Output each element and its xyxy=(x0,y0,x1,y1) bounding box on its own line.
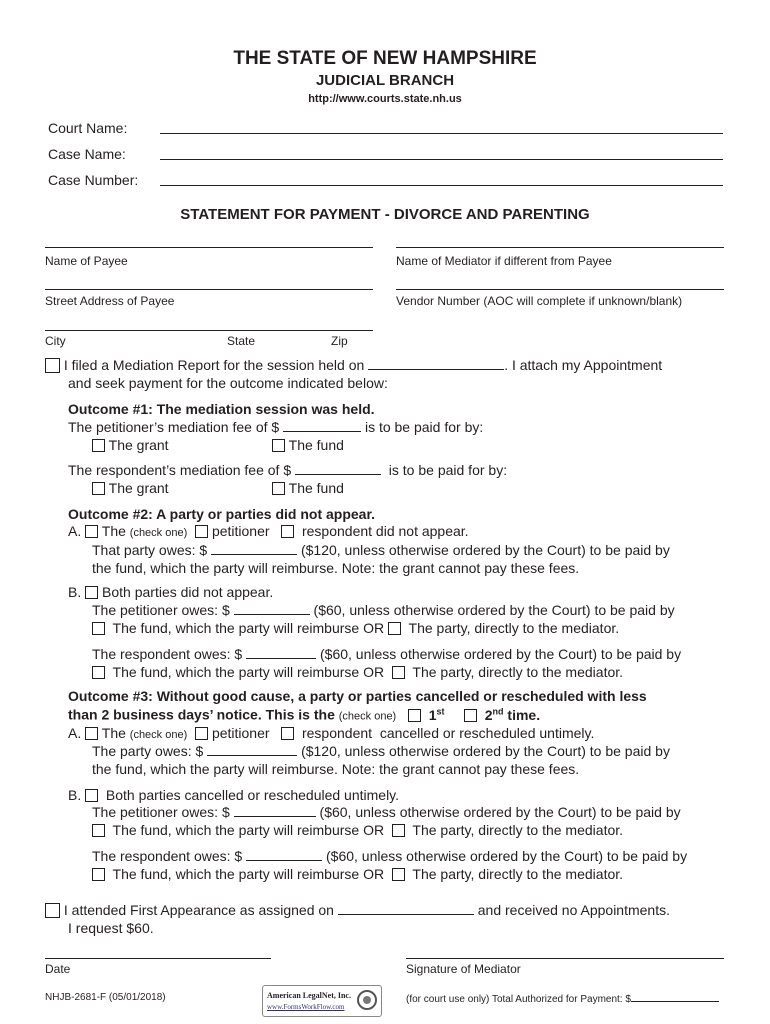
o2-b-resp-fund-checkbox[interactable] xyxy=(92,666,105,679)
o2-a-amount-field[interactable] xyxy=(211,542,297,555)
o2-b-pet-party-checkbox[interactable] xyxy=(388,622,401,635)
state-label: State xyxy=(227,334,256,348)
mediator-name-label: Name of Mediator if different from Payee xyxy=(396,254,612,268)
o2-a-checkbox[interactable] xyxy=(85,525,98,538)
outcome2-b-resp-owes: The respondent owes: $ ($60, unless otherwise ordered by the Court) to be paid by xyxy=(92,646,682,662)
o2-b-resp-party-checkbox[interactable] xyxy=(392,666,405,679)
respondent-fee-field[interactable] xyxy=(295,462,381,475)
outcome3-b-pet-owes: The petitioner owes: $ ($60, unless otherwise ordered by the Court) to be paid by xyxy=(92,804,681,820)
resp-grant-checkbox[interactable] xyxy=(92,482,105,495)
form-id: NHJB-2681-F (05/01/2018) xyxy=(45,992,166,1003)
state-title: THE STATE OF NEW HAMPSHIRE xyxy=(233,48,537,69)
case-name-field[interactable] xyxy=(160,159,723,160)
mediation-report-row: I filed a Mediation Report for the session held on . I attach my Appointment xyxy=(45,357,662,373)
street-address-field[interactable] xyxy=(45,289,373,290)
court-name-label: Court Name: xyxy=(48,120,128,136)
first-appearance-checkbox[interactable] xyxy=(45,903,60,918)
signature-field[interactable] xyxy=(406,958,724,959)
outcome1-pet-grant: The grant xyxy=(92,437,169,453)
publisher-logo xyxy=(262,985,382,1017)
vendor-number-label: Vendor Number (AOC will complete if unknown/blank) xyxy=(396,294,683,308)
outcome1-pet-fund: The fund xyxy=(272,437,344,453)
o3-b-pet-fund-checkbox[interactable] xyxy=(92,824,105,837)
seal-icon xyxy=(357,990,377,1010)
o2-b-pet-amount-field[interactable] xyxy=(234,602,310,615)
o2-b-pet-fund-checkbox[interactable] xyxy=(92,622,105,635)
outcome1-respondent-row: The respondent’s mediation fee of $ is to be paid for by: xyxy=(68,462,508,478)
first-appearance-request: I request $60. xyxy=(68,920,154,936)
o3-b-resp-amount-field[interactable] xyxy=(246,848,322,861)
case-name-label: Case Name: xyxy=(48,146,126,162)
courts-url[interactable]: http://www.courts.state.nh.us xyxy=(308,93,462,105)
payee-name-label: Name of Payee xyxy=(45,254,128,268)
branch-title: JUDICIAL BRANCH xyxy=(315,72,455,89)
o3-first-checkbox[interactable] xyxy=(408,709,421,722)
vendor-number-field[interactable] xyxy=(396,289,724,290)
pet-grant-checkbox[interactable] xyxy=(92,439,105,452)
case-number-label: Case Number: xyxy=(48,172,139,188)
court-use-row: (for court use only) Total Authorized for Payment: $ xyxy=(406,992,719,1005)
mediation-report-line2: and seek payment for the outcome indicated below: xyxy=(68,375,388,391)
o3-petitioner-checkbox[interactable] xyxy=(195,727,208,740)
outcome2-a-note: the fund, which the party will reimburse. Note: the grant cannot pay these fees. xyxy=(92,560,580,576)
o3-b-resp-fund-checkbox[interactable] xyxy=(92,868,105,881)
petitioner-fee-field[interactable] xyxy=(283,419,361,432)
city-label: City xyxy=(45,334,66,348)
city-state-zip-field[interactable] xyxy=(45,330,373,331)
o2-respondent-checkbox[interactable] xyxy=(281,525,294,538)
outcome3-a-owes: The party owes: $ ($120, unless otherwise ordered by the Court) to be paid by xyxy=(92,743,670,759)
case-number-field[interactable] xyxy=(160,185,723,186)
o3-b-pet-party-checkbox[interactable] xyxy=(392,824,405,837)
date-field[interactable] xyxy=(45,958,271,959)
outcome3-b-row: B. Both parties cancelled or rescheduled untimely. xyxy=(68,787,400,803)
outcome2-b-resp-pay: The fund, which the party will reimburse OR The party, directly to the mediator. xyxy=(92,664,623,680)
publisher-url[interactable]: www.FormsWorkFlow.com xyxy=(267,1003,345,1011)
outcome2-b-row: B. Both parties did not appear. xyxy=(68,584,274,600)
total-authorized-field[interactable] xyxy=(631,992,719,1002)
outcome3-heading2: than 2 business days’ notice. This is the (check one) 1st 2nd time. xyxy=(68,706,541,723)
outcome2-heading: Outcome #2: A party or parties did not appear. xyxy=(68,506,376,522)
date-label: Date xyxy=(45,962,71,976)
resp-fund-checkbox[interactable] xyxy=(272,482,285,495)
publisher-name: American LegalNet, Inc. xyxy=(267,991,351,1000)
payee-name-field[interactable] xyxy=(45,247,373,248)
o3-a-amount-field[interactable] xyxy=(207,743,297,756)
o2-petitioner-checkbox[interactable] xyxy=(195,525,208,538)
street-address-label: Street Address of Payee xyxy=(45,294,175,308)
outcome1-petitioner-row: The petitioner’s mediation fee of $ is to be paid for by: xyxy=(68,419,484,435)
o3-b-checkbox[interactable] xyxy=(85,789,98,802)
outcome1-heading: Outcome #1: The mediation session was held. xyxy=(68,401,375,417)
session-date-field[interactable] xyxy=(368,357,504,370)
mediation-report-checkbox[interactable] xyxy=(45,358,60,373)
outcome2-a-row: A. The (check one) petitioner respondent did not appear. xyxy=(68,523,469,539)
outcome2-a-owes: That party owes: $ ($120, unless otherwise ordered by the Court) to be paid by xyxy=(92,542,670,558)
outcome2-b-pet-owes: The petitioner owes: $ ($60, unless otherwise ordered by the Court) to be paid by xyxy=(92,602,675,618)
outcome1-resp-grant: The grant xyxy=(92,480,169,496)
o3-respondent-checkbox[interactable] xyxy=(281,727,294,740)
outcome3-b-resp-owes: The respondent owes: $ ($60, unless otherwise ordered by the Court) to be paid by xyxy=(92,848,688,864)
zip-label: Zip xyxy=(331,334,348,348)
outcome2-b-pet-pay: The fund, which the party will reimburse OR The party, directly to the mediator. xyxy=(92,620,619,636)
o3-b-pet-amount-field[interactable] xyxy=(234,804,316,817)
first-appearance-date-field[interactable] xyxy=(338,902,474,915)
o3-second-checkbox[interactable] xyxy=(464,709,477,722)
o2-b-resp-amount-field[interactable] xyxy=(246,646,316,659)
first-appearance-row: I attended First Appearance as assigned on and received no Appointments. xyxy=(45,902,670,918)
outcome3-heading: Outcome #3: Without good cause, a party or parties cancelled or rescheduled with less xyxy=(68,688,647,704)
outcome3-b-resp-pay: The fund, which the party will reimburse OR The party, directly to the mediator. xyxy=(92,866,623,882)
outcome3-a-row: A. The (check one) petitioner respondent cancelled or rescheduled untimely. xyxy=(68,725,595,741)
outcome3-a-note: the fund, which the party will reimburse. Note: the grant cannot pay these fees. xyxy=(92,761,580,777)
pet-fund-checkbox[interactable] xyxy=(272,439,285,452)
signature-label: Signature of Mediator xyxy=(406,962,521,976)
outcome1-resp-fund: The fund xyxy=(272,480,344,496)
o2-b-checkbox[interactable] xyxy=(85,586,98,599)
form-title: STATEMENT FOR PAYMENT - DIVORCE AND PARENTING xyxy=(180,206,590,223)
mediator-name-field[interactable] xyxy=(396,247,724,248)
outcome3-b-pet-pay: The fund, which the party will reimburse OR The party, directly to the mediator. xyxy=(92,822,623,838)
o3-b-resp-party-checkbox[interactable] xyxy=(392,868,405,881)
court-name-field[interactable] xyxy=(160,133,723,134)
o3-a-checkbox[interactable] xyxy=(85,727,98,740)
